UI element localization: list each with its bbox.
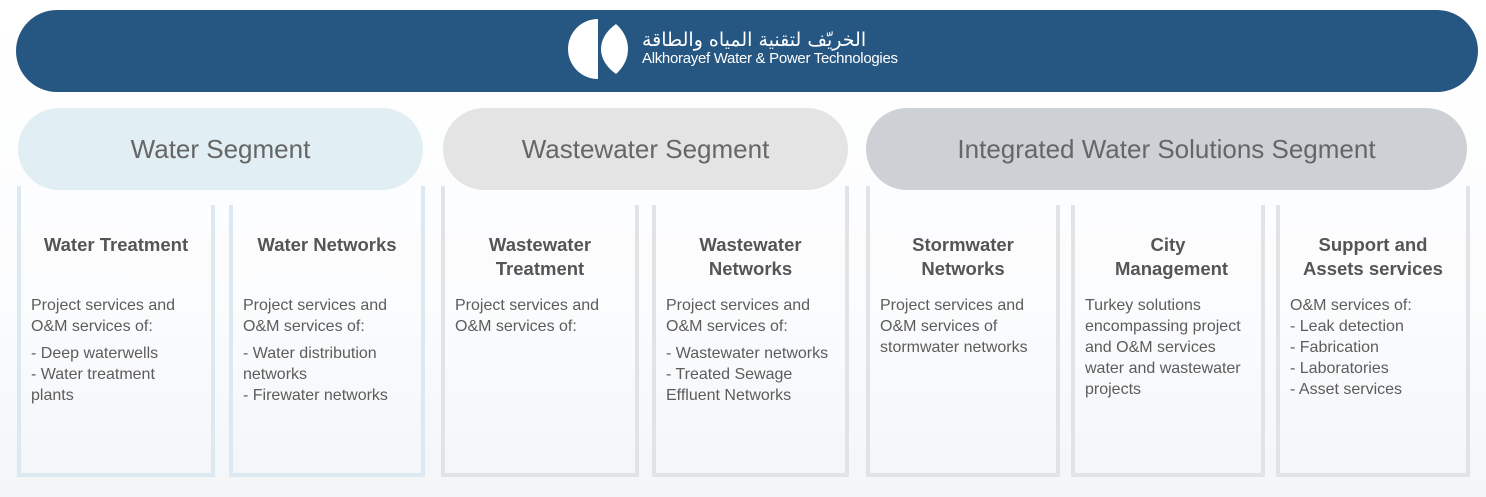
card-title: Support and Assets services <box>1303 234 1443 279</box>
segment-wastewater: Wastewater Segment <box>443 108 848 190</box>
card-title: Stormwater Networks <box>912 234 1014 279</box>
list-item: - Laboratories <box>1290 360 1389 377</box>
company-logo <box>566 18 898 80</box>
divider <box>845 186 849 206</box>
list-item: - Water distribution networks <box>243 345 377 383</box>
list-item: - Fabrication <box>1290 339 1379 356</box>
card-intro: Project services and O&M services of: <box>31 297 176 335</box>
card-wastewater-treatment <box>441 205 639 477</box>
card-intro: Project services and O&M services of: <box>243 297 388 335</box>
card-support-assets-services <box>1276 205 1470 477</box>
card-intro: Turkey solutions encompassing project and O&M services water and wastewater projects <box>1085 297 1241 398</box>
card-title: City Management <box>1115 234 1229 279</box>
divider <box>441 186 445 206</box>
divider <box>421 186 425 206</box>
logo-mark-icon <box>566 18 630 80</box>
card-title: Water Treatment <box>43 234 189 255</box>
segment-water: Water Segment <box>18 108 423 190</box>
card-intro: Project services and O&M services of: <box>455 297 600 335</box>
divider <box>866 186 870 206</box>
list-item: - Firewater networks <box>243 387 388 404</box>
logo-arabic-text: الخريّف لتقنية المياه والطاقة <box>642 29 867 52</box>
card-wastewater-networks <box>652 205 849 477</box>
card-city-management <box>1071 205 1265 477</box>
card-intro: Project services and O&M services of stormwater networks <box>880 297 1028 356</box>
card-water-networks <box>229 205 425 477</box>
card-water-treatment <box>17 205 215 477</box>
card-stormwater-networks <box>866 205 1060 477</box>
card-title: Wastewater Networks <box>699 234 802 279</box>
list-item: - Leak detection <box>1290 318 1404 335</box>
list-item: - Wastewater networks <box>666 345 829 362</box>
divider <box>1466 186 1470 206</box>
list-item: - Treated Sewage Effluent Networks <box>666 366 793 404</box>
logo-english-text: Alkhorayef Water & Power Technologies <box>642 50 898 68</box>
card-intro: Project services and O&M services of: <box>666 297 811 335</box>
list-item: - Asset services <box>1290 381 1403 398</box>
list-item: - Water treatment plants <box>31 366 155 404</box>
divider <box>17 186 21 206</box>
card-title: Water Networks <box>257 234 397 255</box>
segment-integrated-water-solutions: Integrated Water Solutions Segment <box>866 108 1467 190</box>
card-intro: O&M services of: <box>1290 297 1412 314</box>
list-item: - Deep waterwells <box>31 345 159 362</box>
card-title: Wastewater Treatment <box>488 234 592 279</box>
